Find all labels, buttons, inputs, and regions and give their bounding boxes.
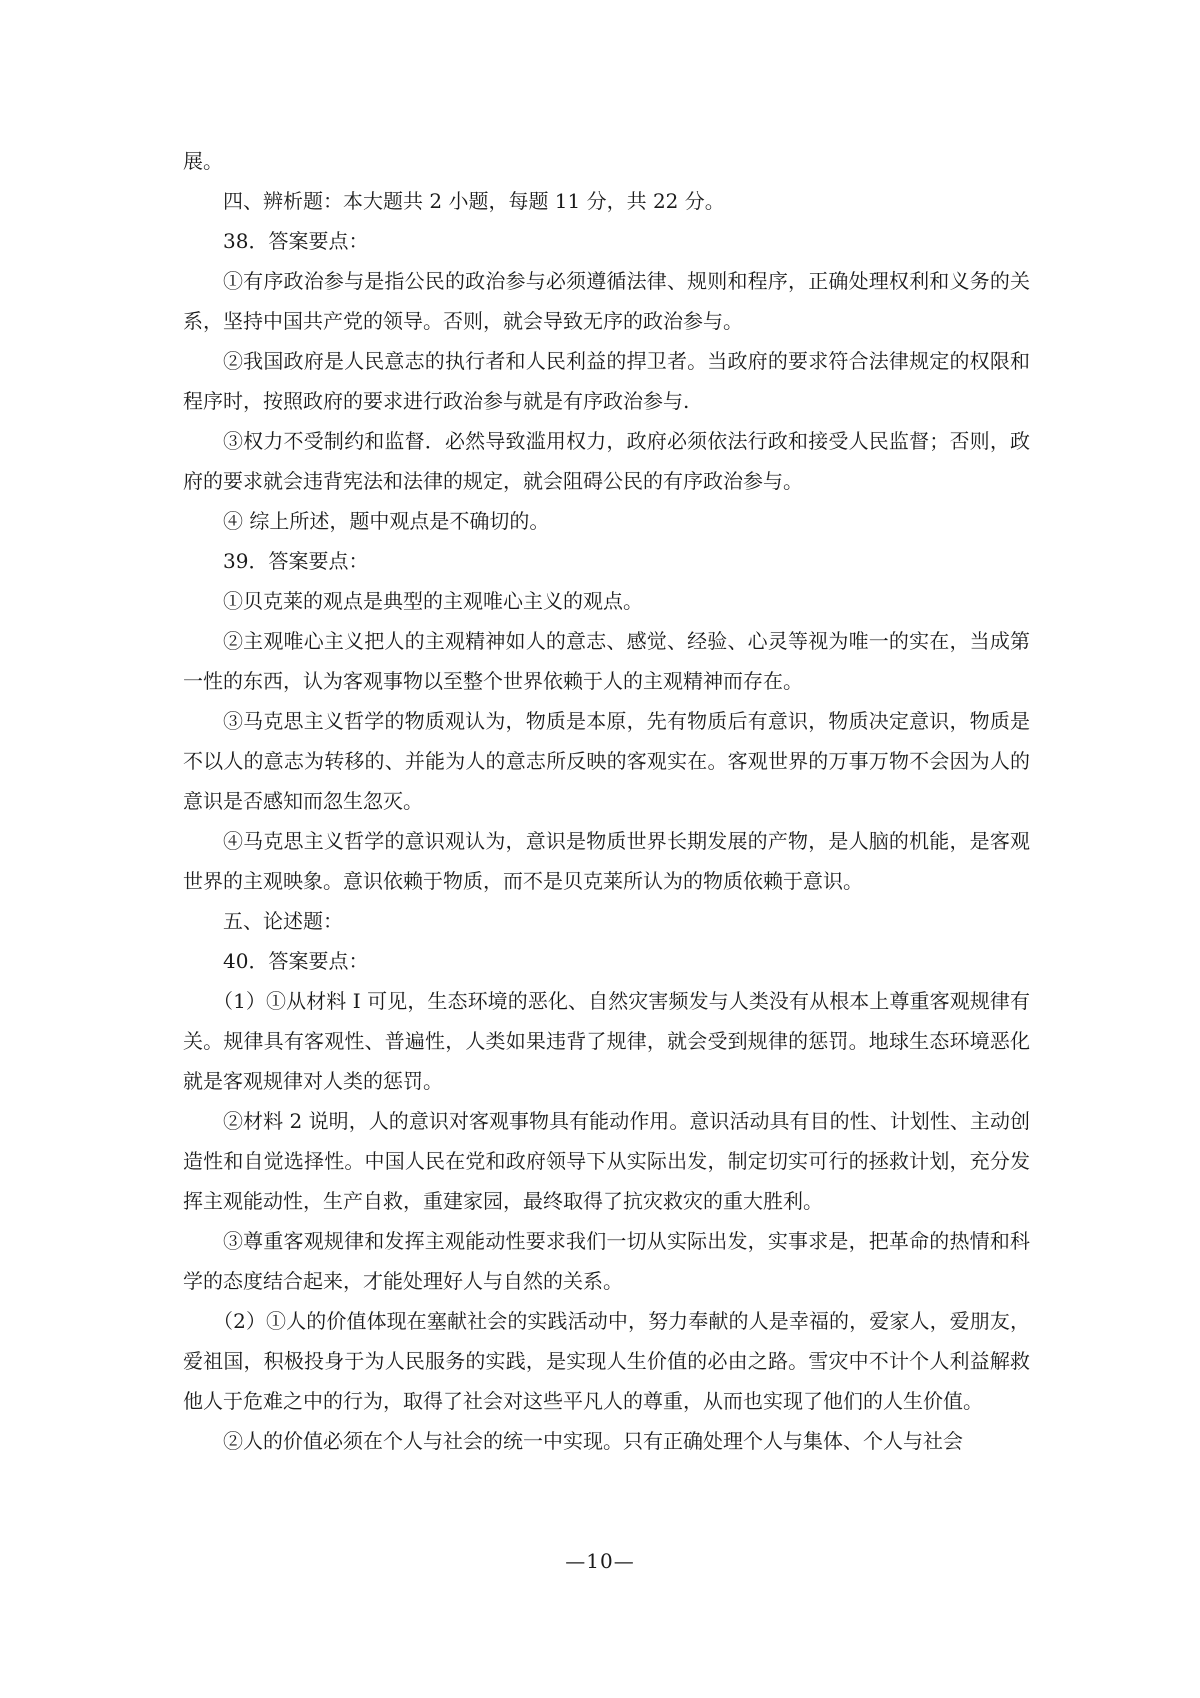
q40-part-1-point-3: ③尊重客观规律和发挥主观能动性要求我们一切从实际出发，实事求是，把革命的热情和科学的态度结合起来，才能处理好人与自然的关系。 [183, 1229, 1030, 1293]
q38-point-1: ①有序政治参与是指公民的政治参与必须遵循法律、规则和程序，正确处理权利和义务的关系，坚持中国共产党的领导。否则，就会导致无序的政治参与。 [183, 269, 1030, 333]
page-number: —10— [565, 1549, 635, 1573]
paragraph-continuation: 展。 [183, 149, 223, 173]
q40-part-2-point-2: ②人的价值必须在个人与社会的统一中实现。只有正确处理个人与集体、个人与社会 [223, 1429, 963, 1453]
section-heading-essay: 五、论述题： [223, 909, 343, 933]
q39-point-1: ①贝克莱的观点是典型的主观唯心主义的观点。 [223, 589, 643, 613]
q39-point-4: ④马克思主义哲学的意识观认为，意识是物质世界长期发展的产物，是人脑的机能，是客观世界的主观映象。意识依赖于物质，而不是贝克莱所认为的物质依赖于意识。 [183, 829, 1030, 893]
answer-text-body [183, 141, 1030, 1461]
question-38-heading: 38．答案要点： [223, 229, 369, 253]
q38-point-2: ②我国政府是人民意志的执行者和人民利益的捍卫者。当政府的要求符合法律规定的权限和程序时，按照政府的要求进行政治参与就是有序政治参与. [183, 349, 1030, 413]
question-40-heading: 40．答案要点： [223, 949, 369, 973]
q40-part-1-point-2: ②材料 2 说明，人的意识对客观事物具有能动作用。意识活动具有目的性、计划性、主动创造性和自觉选择性。中国人民在党和政府领导下从实际出发，制定切实可行的拯救计划，充分发挥主观能动性，生产自救，重建家园，最终取得了抗灾救灾的重大胜利。 [183, 1109, 1030, 1213]
q39-point-3: ③马克思主义哲学的物质观认为，物质是本原，先有物质后有意识，物质决定意识，物质是不以人的意志为转移的、并能为人的意志所反映的客观实在。客观世界的万事万物不会因为人的意识是否感知而忽生忽灭。 [183, 709, 1030, 813]
question-39-heading: 39．答案要点： [223, 549, 369, 573]
q40-part-2-point-1: （2）①人的价值体现在塞献社会的实践活动中，努力奉献的人是幸福的，爱家人，爱朋友，爱祖国，积极投身于为人民服务的实践，是实现人生价值的必由之路。雪灾中不计个人利益解救他人于危难之中的行为，取得了社会对这些平凡人的尊重，从而也实现了他们的人生价值。 [183, 1309, 1030, 1413]
q40-part-1-point-1: （1）①从材料 I 可见，生态环境的恶化、自然灾害频发与人类没有从根本上尊重客观规律有关。规律具有客观性、普遍性，人类如果违背了规律，就会受到规律的惩罚。地球生态环境恶化就是客观规律对人类的惩罚。 [183, 989, 1030, 1093]
q39-point-2: ②主观唯心主义把人的主观精神如人的意志、感觉、经验、心灵等视为唯一的实在，当成第一性的东西，认为客观事物以至整个世界依赖于人的主观精神而存在。 [183, 629, 1030, 693]
section-heading-analysis: 四、辨析题：本大题共 2 小题，每题 11 分，共 22 分。 [223, 189, 725, 213]
q38-point-3: ③权力不受制约和监督．必然导致滥用权力，政府必须依法行政和接受人民监督；否则，政府的要求就会违背宪法和法律的规定，就会阻碍公民的有序政治参与。 [183, 429, 1030, 493]
q38-point-4: ④ 综上所述，题中观点是不确切的。 [223, 509, 550, 533]
